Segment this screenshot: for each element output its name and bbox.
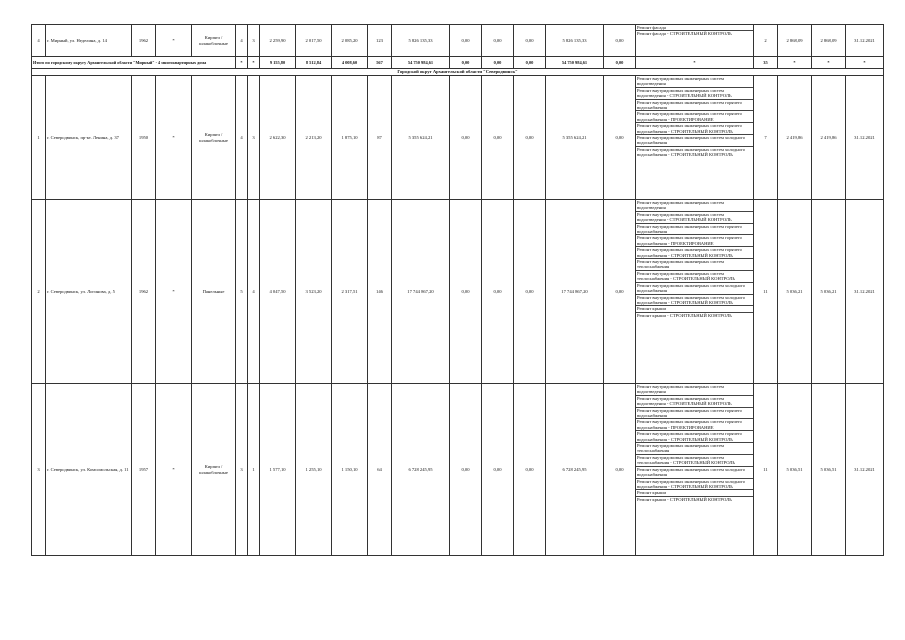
cell-count: 7 — [754, 76, 778, 200]
cell-wall: Кирпич / шлакоблочные — [192, 384, 236, 556]
cell-residents: 146 — [368, 200, 392, 384]
cell-unit2: 5 036,51 — [812, 384, 846, 556]
table-row — [32, 384, 884, 556]
cell-floors: 3 — [236, 384, 248, 556]
cell-num: 1 — [32, 76, 46, 200]
cell-works — [636, 200, 754, 384]
cell-entrances: 3 — [248, 76, 260, 200]
cell-f2: 0,00 — [482, 384, 514, 556]
table-row — [32, 200, 884, 384]
cell-count: 11 — [754, 200, 778, 384]
work-item: Ремонт крыши — [636, 490, 753, 496]
cell-area-total: 2 622,30 — [260, 76, 296, 200]
cell-area-total: 1 577,10 — [260, 384, 296, 556]
work-item: Ремонт крыши - СТРОИТЕЛЬНЫЙ КОНТРОЛЬ — [637, 312, 732, 318]
work-item: Ремонт внутридомовых инженерных систем холодного водоснабжения — [636, 135, 753, 147]
summary-cost-total: 54 750 984,61 — [392, 57, 450, 69]
cell-f5: 0,00 — [604, 76, 636, 200]
work-item: Ремонт внутридомовых инженерных систем горячего водоснабжения - ПРОЕКТИРОВАНИЕ — [636, 111, 753, 123]
work-item: Ремонт внутридомовых инженерных систем холодного водоснабжения - СТРОИТЕЛЬНЫЙ КОНТРОЛЬ — [636, 295, 753, 307]
cell-works — [636, 76, 754, 200]
section-title: Городской округ Архангельской области "Северодвинск" — [32, 69, 884, 76]
cell-count: 2 — [754, 25, 778, 57]
summary-c2: * — [248, 57, 260, 69]
summary-f2: 0,00 — [482, 57, 514, 69]
cell-cost-total: 17 744 867,20 — [392, 200, 450, 384]
work-item: Ремонт внутридомовых инженерных систем горячего водоснабжения — [636, 100, 753, 112]
cell-year2: * — [156, 384, 192, 556]
work-item: Ремонт фасада - СТРОИТЕЛЬНЫЙ КОНТРОЛЬ — [637, 31, 732, 37]
cell-address: г. Северодвинск, пр-кт. Ленина, д. 37 — [46, 76, 132, 200]
work-item: Ремонт внутридомовых инженерных систем горячего водоснабжения — [636, 224, 753, 236]
summary-area-res: 4 008,60 — [332, 57, 368, 69]
cell-unit2: 2 868,09 — [812, 25, 846, 57]
summary-f1: 0,00 — [450, 57, 482, 69]
work-item: Ремонт внутридомовых инженерных систем холодного водоснабжения — [636, 283, 753, 295]
cell-address: г. Северодвинск, ул. Комсомольская, д. 11 — [46, 384, 132, 556]
cell-year: 1962 — [132, 200, 156, 384]
cell-date: 31.12.2021 — [846, 25, 884, 57]
summary-residents: 567 — [368, 57, 392, 69]
cell-f1: 0,00 — [450, 76, 482, 200]
summary-u1: * — [778, 57, 812, 69]
cell-f4: 5 355 624,21 — [546, 76, 604, 200]
work-item: Ремонт крыши — [636, 306, 753, 312]
work-item: Ремонт крыши - СТРОИТЕЛЬНЫЙ КОНТРОЛЬ — [637, 496, 732, 502]
cell-date: 31.12.2021 — [846, 200, 884, 384]
cell-area-total: 4 047,50 — [260, 200, 296, 384]
cell-year2: * — [156, 200, 192, 384]
work-item: Ремонт внутридомовых инженерных систем горячего водоснабжения - СТРОИТЕЛЬНЫЙ КОНТРОЛЬ — [636, 431, 753, 443]
cell-wall: Кирпич / шлакоблочные — [192, 25, 236, 57]
work-item: Ремонт внутридомовых инженерных систем теплоснабжения — [636, 259, 753, 271]
summary-row — [32, 57, 884, 69]
cell-wall: Панельные — [192, 200, 236, 384]
cell-floors: 4 — [236, 76, 248, 200]
cell-floors: 5 — [236, 200, 248, 384]
cell-unit2: 5 036,21 — [812, 200, 846, 384]
cell-area-total: 2 259,90 — [260, 25, 296, 57]
work-item: Ремонт внутридомовых инженерных систем теплоснабжения — [636, 443, 753, 455]
work-item: Ремонт внутридомовых инженерных систем теплоснабжения - СТРОИТЕЛЬНЫЙ КОНТРОЛЬ — [636, 455, 753, 467]
cell-f4: 5 826 135,33 — [546, 25, 604, 57]
cell-f1: 0,00 — [450, 200, 482, 384]
cell-area-res: 2 085,20 — [332, 25, 368, 57]
cell-year2: * — [156, 76, 192, 200]
section-row — [32, 69, 884, 76]
cell-area-living: 2 017,50 — [296, 25, 332, 57]
cell-year2: * — [156, 25, 192, 57]
summary-u2: * — [812, 57, 846, 69]
work-item: Ремонт внутридомовых инженерных систем холодного водоснабжения - СТРОИТЕЛЬНЫЙ КОНТРОЛЬ — [637, 146, 746, 158]
cell-residents: 64 — [368, 384, 392, 556]
cell-area-living: 2 213,20 — [296, 76, 332, 200]
work-item: Ремонт внутридомовых инженерных систем горячего водоснабжения - СТРОИТЕЛЬНЫЙ КОНТРОЛЬ — [636, 123, 753, 135]
table-body — [32, 25, 884, 556]
summary-works: * — [636, 57, 754, 69]
work-item: Ремонт внутридомовых инженерных систем горячего водоснабжения - ПРОЕКТИРОВАНИЕ — [636, 235, 753, 247]
cell-num: 4 — [32, 25, 46, 57]
work-item: Ремонт внутридомовых инженерных систем горячего водоснабжения - СТРОИТЕЛЬНЫЙ КОНТРОЛЬ — [636, 247, 753, 259]
cell-f4: 6 728 245,95 — [546, 384, 604, 556]
cell-residents: 123 — [368, 25, 392, 57]
work-item: Ремонт внутридомовых инженерных систем горячего водоснабжения - ПРОЕКТИРОВАНИЕ — [636, 419, 753, 431]
cell-unit1: 2 868,09 — [778, 25, 812, 57]
cell-date: 31.12.2021 — [846, 384, 884, 556]
summary-count: 35 — [754, 57, 778, 69]
cell-year: 1950 — [132, 76, 156, 200]
cell-f3: 0,00 — [514, 76, 546, 200]
cell-f5: 0,00 — [604, 384, 636, 556]
summary-date: * — [846, 57, 884, 69]
work-item: Ремонт внутридомовых инженерных систем водоотведения - СТРОИТЕЛЬНЫЙ КОНТРОЛЬ — [636, 396, 753, 408]
cell-area-res: 2 317,51 — [332, 200, 368, 384]
cell-works — [636, 384, 754, 556]
cell-f2: 0,00 — [482, 76, 514, 200]
cell-works — [636, 25, 754, 57]
cell-f5: 0,00 — [604, 25, 636, 57]
cell-entrances: 1 — [248, 384, 260, 556]
cell-unit2: 2 419,86 — [812, 76, 846, 200]
cell-cost-total: 6 728 245,95 — [392, 384, 450, 556]
cell-f3: 0,00 — [514, 25, 546, 57]
cell-f3: 0,00 — [514, 384, 546, 556]
summary-area-living: 8 512,84 — [296, 57, 332, 69]
work-item: Ремонт внутридомовых инженерных систем холодного водоснабжения — [636, 467, 753, 479]
cell-f1: 0,00 — [450, 25, 482, 57]
summary-f4: 54 750 984,61 — [546, 57, 604, 69]
cell-year: 1957 — [132, 384, 156, 556]
cell-unit1: 5 036,21 — [778, 200, 812, 384]
cell-f5: 0,00 — [604, 200, 636, 384]
summary-f3: 0,00 — [514, 57, 546, 69]
summary-label: Итого по городскому округу Архангельской области "Мирный" - 4 многоквартирных дома — [32, 57, 236, 69]
summary-area-total: 9 155,80 — [260, 57, 296, 69]
cell-f4: 17 744 867,20 — [546, 200, 604, 384]
work-item: Ремонт внутридомовых инженерных систем водоотведения - СТРОИТЕЛЬНЫЙ КОНТРОЛЬ — [636, 88, 753, 100]
work-item: Ремонт внутридомовых инженерных систем водоотведения — [636, 200, 753, 212]
cell-count: 11 — [754, 384, 778, 556]
cell-entrances: 3 — [248, 25, 260, 57]
cell-cost-total: 5 355 624,21 — [392, 76, 450, 200]
capital-repair-table — [31, 24, 884, 556]
work-item: Ремонт внутридомовых инженерных систем теплоснабжения - СТРОИТЕЛЬНЫЙ КОНТРОЛЬ — [636, 271, 753, 283]
summary-f5: 0,00 — [604, 57, 636, 69]
cell-wall: Кирпич / шлакоблочные — [192, 76, 236, 200]
cell-date: 31.12.2021 — [846, 76, 884, 200]
cell-cost-total: 5 826 135,33 — [392, 25, 450, 57]
work-item: Ремонт фасада — [636, 25, 753, 31]
cell-unit1: 5 036,51 — [778, 384, 812, 556]
work-item: Ремонт внутридомовых инженерных систем горячего водоснабжения — [636, 408, 753, 420]
cell-entrances: 4 — [248, 200, 260, 384]
cell-area-res: 1 875,10 — [332, 76, 368, 200]
cell-num: 3 — [32, 384, 46, 556]
work-item: Ремонт внутридомовых инженерных систем водоотведения - СТРОИТЕЛЬНЫЙ КОНТРОЛЬ — [636, 212, 753, 224]
work-item: Ремонт внутридомовых инженерных систем водоотведения — [636, 384, 753, 396]
cell-f2: 0,00 — [482, 25, 514, 57]
cell-floors: 4 — [236, 25, 248, 57]
cell-area-living: 3 523,20 — [296, 200, 332, 384]
summary-c1: * — [236, 57, 248, 69]
cell-num: 2 — [32, 200, 46, 384]
work-item: Ремонт внутридомовых инженерных систем холодного водоснабжения - СТРОИТЕЛЬНЫЙ КОНТРОЛЬ — [636, 479, 753, 491]
table-row — [32, 25, 884, 57]
cell-residents: 87 — [368, 76, 392, 200]
cell-address: г. Северодвинск, ул. Логинова, д. 5 — [46, 200, 132, 384]
cell-year: 1962 — [132, 25, 156, 57]
table-row — [32, 76, 884, 200]
cell-area-res: 1 150,10 — [332, 384, 368, 556]
work-item: Ремонт внутридомовых инженерных систем водоотведения — [636, 76, 753, 88]
cell-f2: 0,00 — [482, 200, 514, 384]
cell-f1: 0,00 — [450, 384, 482, 556]
cell-f3: 0,00 — [514, 200, 546, 384]
cell-address: г. Мирный, ул. Неделина, д. 14 — [46, 25, 132, 57]
cell-area-living: 1 255,10 — [296, 384, 332, 556]
cell-unit1: 2 419,86 — [778, 76, 812, 200]
